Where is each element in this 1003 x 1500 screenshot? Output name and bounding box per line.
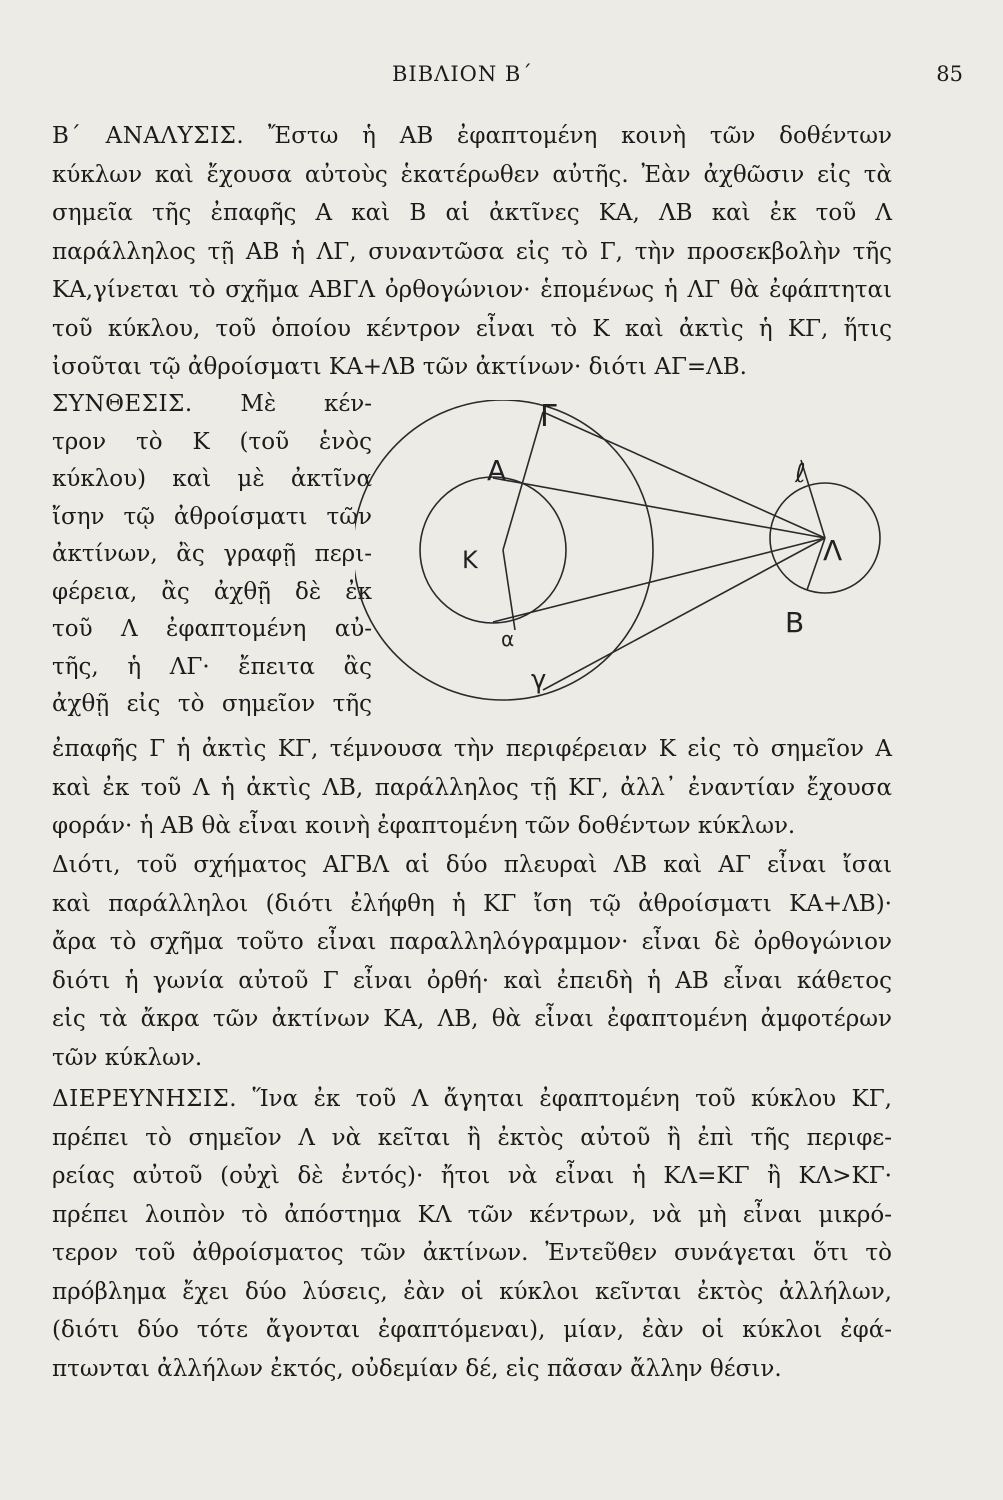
synthesis-line: καὶ ἐκ τοῦ Λ ἡ ἀκτὶς ΛΒ, παράλληλος τῇ ΚΓ, ἀλλ᾽ ἐναντίαν ἔχουσα <box>52 774 892 801</box>
analysis-line: τοῦ κύκλου, τοῦ ὁποίου κέντρον εἶναι τὸ Κ καὶ ἀκτὶς ἡ ΚΓ, ἥτις <box>52 315 892 342</box>
tangent-line-a <box>493 478 825 538</box>
tangent-line-upper <box>543 412 825 538</box>
label-alpha: Α <box>487 454 507 487</box>
geometry-figure <box>355 400 915 720</box>
proof-paragraph <box>52 846 892 1077</box>
discussion-paragraph <box>52 1080 892 1388</box>
discussion-line: τερον τοῦ ἀθροίσματος τῶν ἀκτίνων. Ἐντεῦθεν συνάγεται ὅτι τὸ <box>52 1240 892 1266</box>
synthesis-line: ἀκτίνων, ἂς γραφῇ περι- <box>52 541 372 567</box>
analysis-line: ἰσοῦται τῷ ἀθροίσματι ΚΑ+ΛΒ τῶν ἀκτίνων· διότι ΑΓ=ΛΒ. <box>52 354 747 380</box>
proof-line: εἰς τὰ ἄκρα τῶν ἀκτίνων ΚΑ, ΛΒ, θὰ εἶναι ἐφαπτομένη ἀμφοτέρων <box>52 1006 892 1032</box>
analysis-paragraph <box>52 117 892 387</box>
synthesis-line: ἴσην τῷ ἀθροίσματι τῶν <box>52 503 372 530</box>
tangent-line-bottom <box>543 538 825 690</box>
analysis-line: Β΄ ΑΝΑΛΥΣΙΣ. Ἔστω ἡ ΑΒ ἐφαπτομένη κοινὴ τῶν δοθέντων <box>52 123 893 149</box>
proof-line: καὶ παράλληλοι (διότι ἐλήφθη ἡ ΚΓ ἴση τῷ ἀθροίσματι ΚΑ+ΛΒ)· <box>52 890 892 917</box>
synthesis-line: φοράν· ἡ ΑΒ θὰ εἶναι κοινὴ ἐφαπτομένη τῶν δοθέντων κύκλων. <box>52 813 796 839</box>
inner-circle-k <box>420 477 566 623</box>
label-small-gamma: γ <box>531 665 547 695</box>
proof-line: Διότι, τοῦ σχήματος ΑΓΒΛ αἱ δύο πλευραὶ ΛΒ καὶ ΑΓ εἶναι ἴσαι <box>52 852 892 878</box>
analysis-heading: Β΄ ΑΝΑΛΥΣΙΣ. <box>52 123 245 149</box>
analysis-line: σημεῖα τῆς ἐπαφῆς Α καὶ Β αἱ ἀκτῖνες ΚΑ, ΛΒ καὶ ἐκ τοῦ Λ <box>52 200 892 226</box>
page-number: 85 <box>936 62 963 86</box>
synthesis-line: ἐπαφῆς Γ ἡ ἀκτὶς ΚΓ, τέμνουσα τὴν περιφέρειαν Κ εἰς τὸ σημεῖον Α <box>52 736 892 762</box>
label-small-l: ℓ <box>795 459 806 489</box>
synthesis-line: φέρεια, ἂς ἀχθῇ δὲ ἐκ <box>52 578 372 605</box>
page-header <box>52 58 963 88</box>
label-lambda: Λ <box>823 534 843 567</box>
synthesis-narrow-column <box>52 386 372 724</box>
discussion-line: (διότι δύο τότε ἄγονται ἐφαπτόμεναι), μίαν, ἐὰν οἱ κύκλοι ἐφά- <box>52 1317 892 1343</box>
tangent-line-lower <box>493 538 825 622</box>
synthesis-line: τῆς, ἡ ΛΓ· ἔπειτα ἂς <box>52 653 372 680</box>
discussion-heading: ΔΙΕΡΕΥΝΗΣΙΣ. <box>52 1086 238 1112</box>
running-title: ΒΙΒΛΙΟΝ Β΄ <box>392 62 533 86</box>
synthesis-line: τοῦ Λ ἐφαπτομένη αὐ- <box>52 616 372 642</box>
label-kappa: Κ <box>462 546 478 574</box>
label-beta: Β <box>785 606 805 639</box>
analysis-line: παράλληλος τῇ ΑΒ ἡ ΛΓ, συναντῶσα εἰς τὸ Γ, τὴν προσεκβολὴν τῆς <box>52 238 892 265</box>
synthesis-line: κύκλου) καὶ μὲ ἀκτῖνα <box>52 466 372 492</box>
analysis-line: κύκλων καὶ ἔχουσα αὐτοὺς ἑκατέρωθεν αὐτῆς. Ἐὰν ἀχθῶσιν εἰς τὰ <box>52 161 892 188</box>
label-gamma: Γ <box>540 400 557 434</box>
discussion-line: ρείας αὐτοῦ (οὐχὶ δὲ ἐντός)· ἤτοι νὰ εἶναι ἡ ΚΛ=ΚΓ ἢ ΚΛ>ΚΓ· <box>52 1163 892 1189</box>
discussion-line: ΔΙΕΡΕΥΝΗΣΙΣ. Ἵνα ἐκ τοῦ Λ ἄγηται ἐφαπτομένη τοῦ κύκλου ΚΓ, <box>52 1086 892 1112</box>
analysis-line: ΚΑ,γίνεται τὸ σχῆμα ΑΒΓΛ ὀρθογώνιον· ἑπομένως ἡ ΛΓ θὰ ἐφάπτηται <box>52 277 892 303</box>
tangent-circles-diagram <box>355 400 915 720</box>
synthesis-line: τρον τὸ Κ (τοῦ ἑνὸς <box>52 428 372 455</box>
label-small-alpha: α <box>501 627 515 651</box>
proof-line: τῶν κύκλων. <box>52 1044 203 1071</box>
discussion-line: πρόβλημα ἔχει δύο λύσεις, ἐὰν οἱ κύκλοι κεῖνται ἐκτὸς ἀλλήλων, <box>52 1278 892 1305</box>
discussion-line: πρέπει λοιπὸν τὸ ἀπόστημα ΚΛ τῶν κέντρων, νὰ μὴ εἶναι μικρό- <box>52 1201 892 1228</box>
synthesis-heading: ΣΥΝΘΕΣΙΣ. <box>52 391 193 417</box>
synthesis-line: ἀχθῇ εἰς τὸ σημεῖον τῆς <box>52 691 372 717</box>
proof-line: διότι ἡ γωνία αὐτοῦ Γ εἶναι ὀρθή· καὶ ἐπειδὴ ἡ ΑΒ εἶναι κάθετος <box>52 967 892 994</box>
discussion-line: πρέπει τὸ σημεῖον Λ νὰ κεῖται ἢ ἐκτὸς αὐτοῦ ἢ ἐπὶ τῆς περιφε- <box>52 1124 892 1151</box>
proof-line: ἄρα τὸ σχῆμα τοῦτο εἶναι παραλληλόγραμμον· εἶναι δὲ ὀρθογώνιον <box>52 929 892 955</box>
synthesis-paragraph <box>52 730 892 846</box>
synthesis-line: ΣΥΝΘΕΣΙΣ. Μὲ κέν- <box>52 391 373 417</box>
discussion-line: πτωνται ἀλλήλων ἐκτός, οὐδεμίαν δέ, εἰς πᾶσαν ἄλλην θέσιν. <box>52 1355 782 1382</box>
